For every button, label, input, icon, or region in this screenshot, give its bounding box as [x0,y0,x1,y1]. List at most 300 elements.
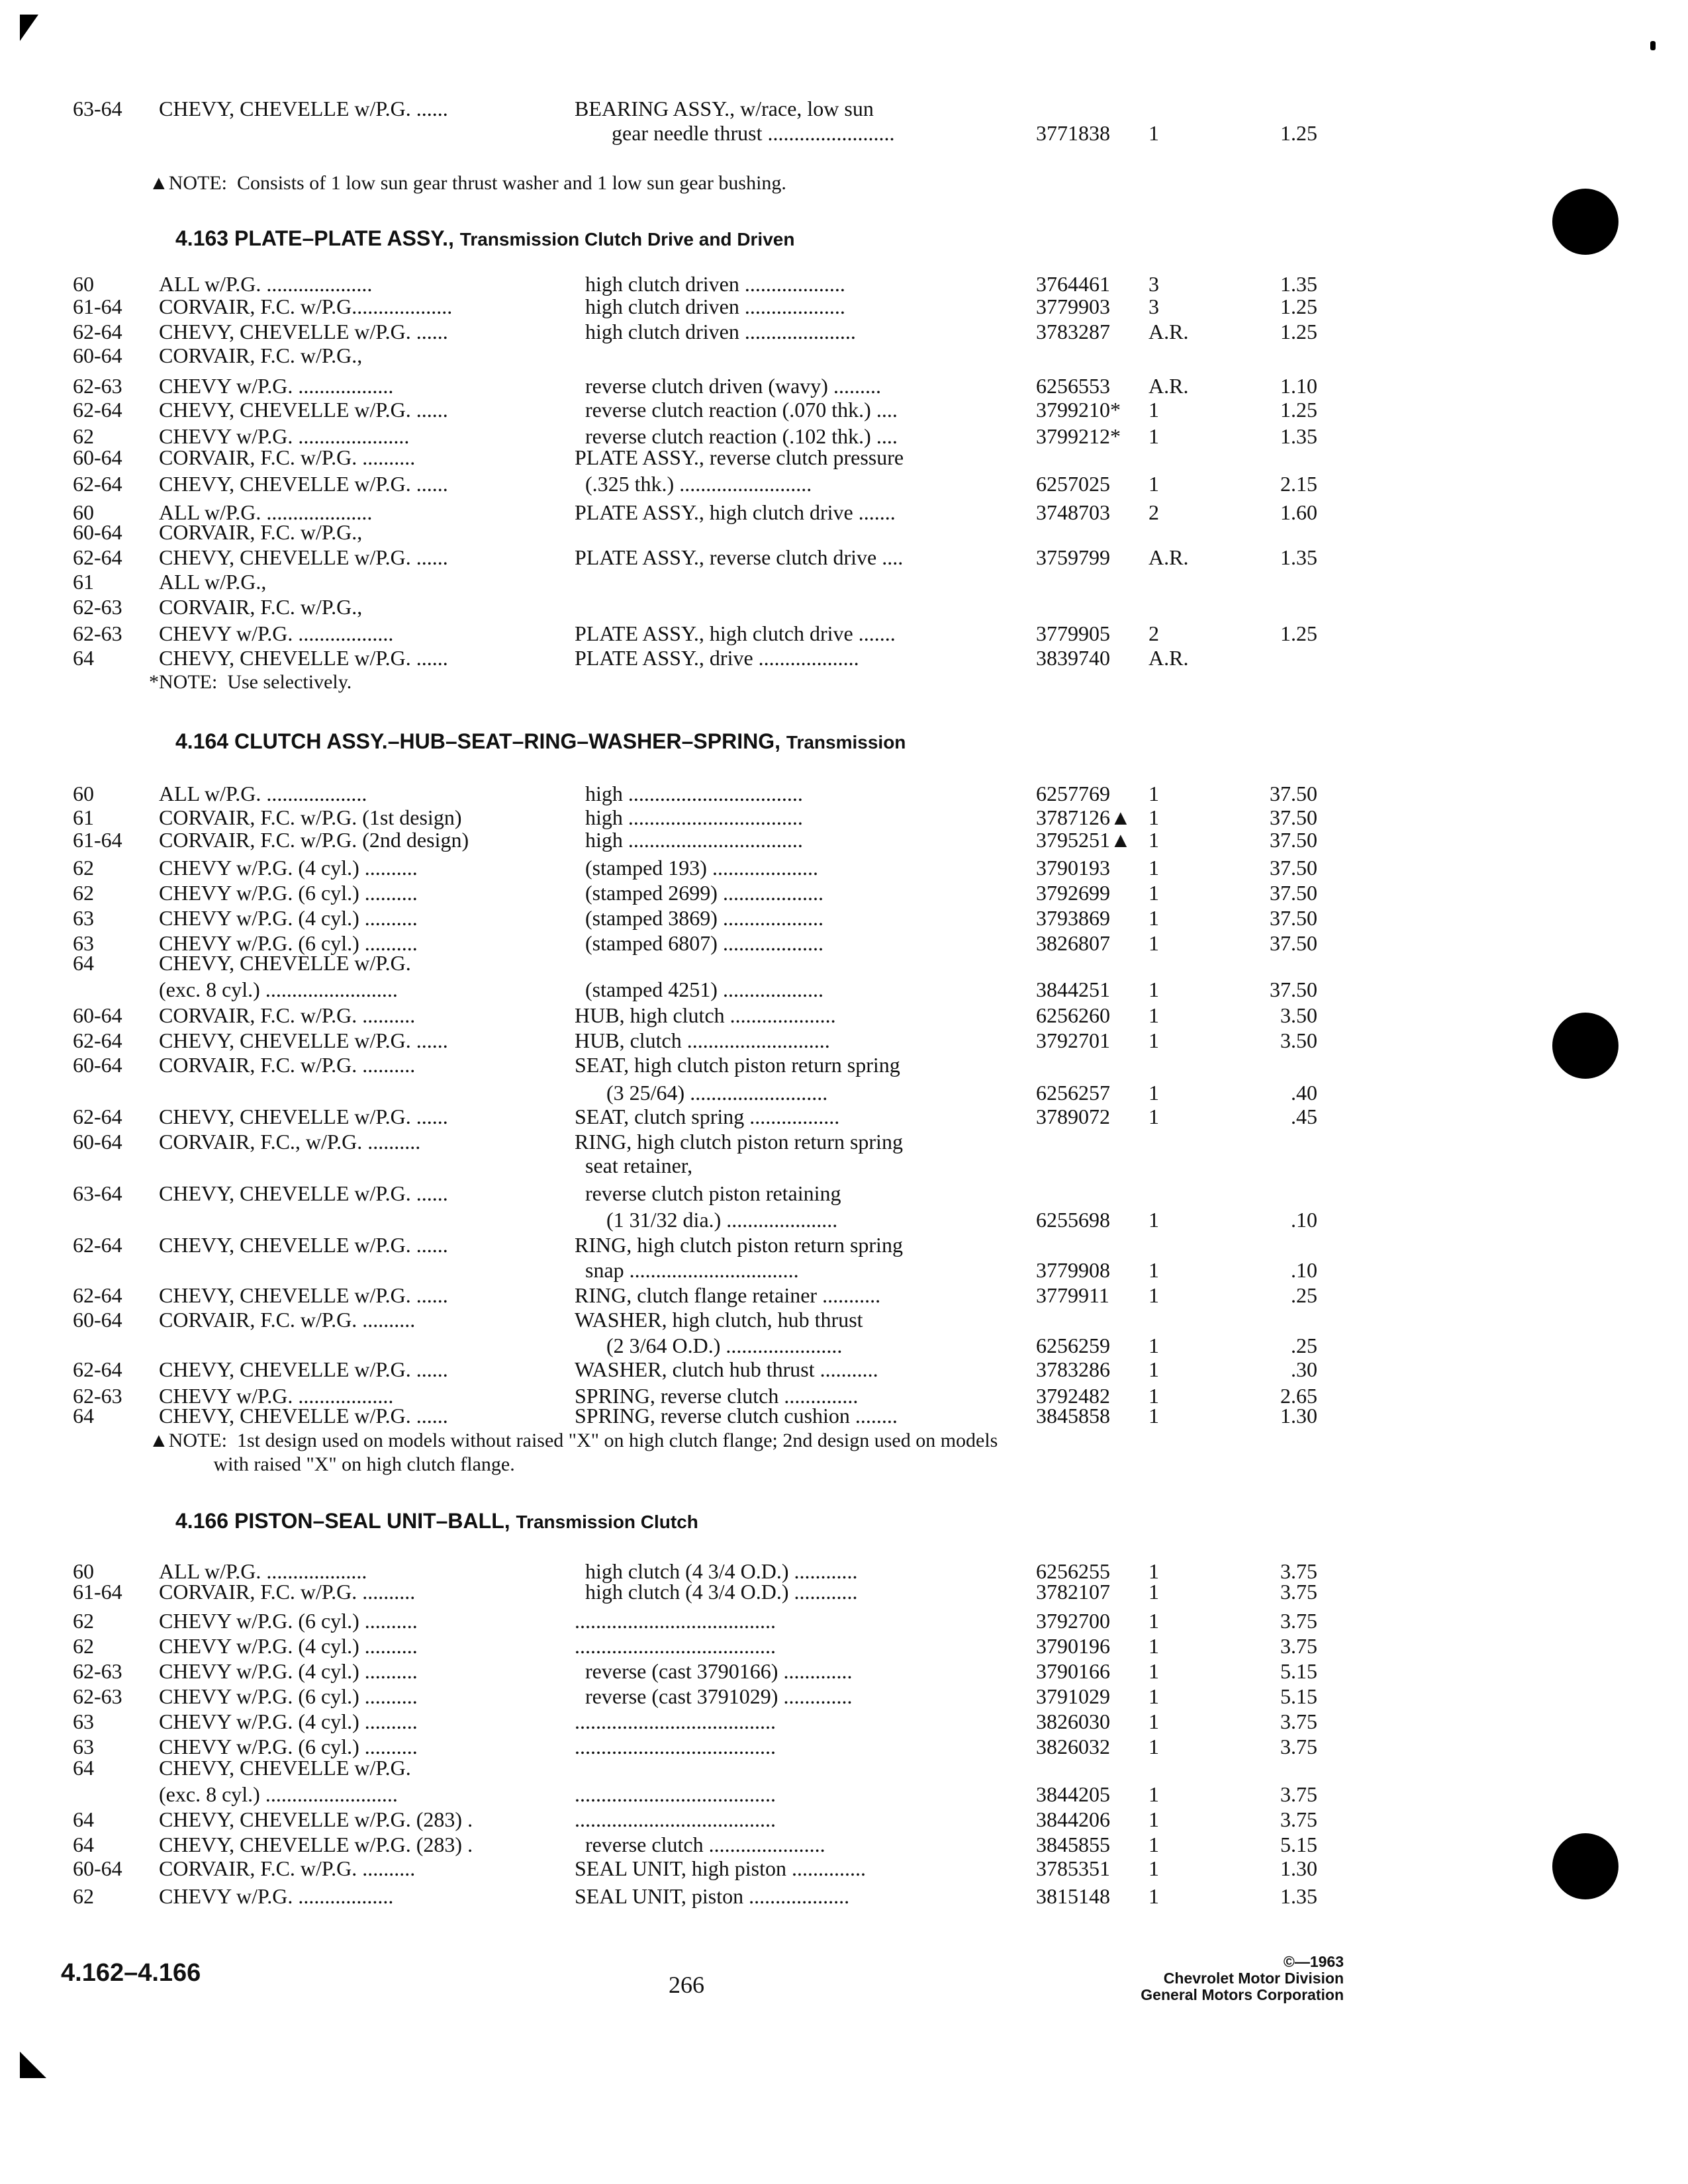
quantity-cell: 1 [1149,1634,1159,1658]
price-cell: 37.50 [1270,828,1317,852]
quantity-cell: 1 [1149,1384,1159,1408]
model-cell: CORVAIR, F.C. w/P.G. .......... [159,1580,416,1604]
price-cell: 37.50 [1270,978,1317,1001]
description-cell: (1 31/32 dia.) ..................... [575,1208,838,1232]
description-cell: high ................................. [575,828,803,852]
part-number-cell: 6256255 [1036,1559,1110,1583]
price-cell: 1.25 [1280,121,1317,145]
description-cell: SPRING, reverse clutch cushion ........ [575,1404,898,1428]
model-cell: CHEVY, CHEVELLE w/P.G. ...... [159,320,448,343]
part-number-cell: 3782107 [1036,1580,1110,1604]
year-cell: 63 [73,1735,94,1758]
quantity-cell: 1 [1149,1559,1159,1583]
part-number-cell: 3799212* [1036,424,1121,448]
table-row [0,569,1688,594]
year-cell: 60-64 [73,1856,122,1880]
year-cell: 63-64 [73,1181,122,1205]
model-cell: CHEVY, CHEVELLE w/P.G. ...... [159,1357,448,1381]
model-cell: CHEVY w/P.G. (6 cyl.) .......... [159,1684,418,1708]
copyright: ©—1963 [1283,1953,1344,1970]
table-row [0,1080,1688,1105]
description-cell: high clutch (4 3/4 O.D.) ............ [575,1580,858,1604]
description-cell: RING, high clutch piston return spring [575,1233,903,1257]
year-cell: 62 [73,424,94,448]
section-title: 4.166 PISTON–SEAL UNIT–BALL, [175,1509,510,1533]
publisher-division: Chevrolet Motor Division [1163,1970,1344,1987]
price-cell: 1.25 [1280,398,1317,422]
table-row [0,1307,1688,1332]
year-cell: 61-64 [73,1580,122,1604]
quantity-cell: 1 [1149,424,1159,448]
model-cell: CHEVY w/P.G. (4 cyl.) .......... [159,1709,418,1733]
year-cell: 60-64 [73,343,122,367]
description-cell: reverse clutch driven (wavy) ......... [575,374,881,398]
description-cell: ...................................... [575,1735,776,1758]
part-number-cell: 3844251 [1036,978,1110,1001]
description-cell: reverse clutch ...................... [575,1833,825,1856]
section-subtitle: Transmission Clutch [516,1512,698,1532]
description-cell: high ................................. [575,805,803,829]
year-cell: 62-64 [73,1357,122,1381]
quantity-cell: 1 [1149,1659,1159,1683]
price-cell: 3.50 [1280,1028,1317,1052]
table-row [0,1579,1688,1604]
quantity-cell: 1 [1149,1003,1159,1027]
price-cell: 2.15 [1280,472,1317,496]
price-cell: 5.15 [1280,1833,1317,1856]
year-cell: 60-64 [73,1308,122,1332]
model-cell: CHEVY, CHEVELLE w/P.G. [159,1756,411,1780]
part-number-cell: 3783286 [1036,1357,1110,1381]
table-row [0,1755,1688,1780]
model-cell: CHEVY w/P.G. .................. [159,621,394,645]
table-row [0,445,1688,470]
part-number-cell: 6256259 [1036,1334,1110,1357]
price-cell: 1.25 [1280,320,1317,343]
quantity-cell: 1 [1149,1684,1159,1708]
quantity-cell: 1 [1149,398,1159,422]
description-cell: RING, high clutch piston return spring [575,1130,903,1154]
description-cell: high clutch driven ..................... [575,320,856,343]
quantity-cell: 1 [1149,1208,1159,1232]
table-row [0,905,1688,931]
price-cell: 3.75 [1280,1580,1317,1604]
quantity-cell: 1 [1149,1807,1159,1831]
quantity-cell: 1 [1149,1735,1159,1758]
year-cell: 60 [73,782,94,805]
part-number-cell: 3748703 [1036,500,1110,524]
part-number-cell: 3826032 [1036,1735,1110,1758]
price-cell: 3.75 [1280,1634,1317,1658]
description-cell: SEAL UNIT, high piston .............. [575,1856,866,1880]
page-number: 266 [669,1972,704,1998]
part-number-cell: 3844206 [1036,1807,1110,1831]
price-cell: 3.75 [1280,1609,1317,1633]
part-number-cell: 3783287 [1036,320,1110,343]
table-row [0,1659,1688,1684]
model-cell: ALL w/P.G. .................... [159,272,373,296]
year-cell: 62 [73,1884,94,1908]
description-cell: WASHER, clutch hub thrust ........... [575,1357,878,1381]
description-cell: ...................................... [575,1609,776,1633]
model-cell: CHEVY w/P.G. (6 cyl.) .......... [159,1609,418,1633]
description-cell: PLATE ASSY., reverse clutch pressure [575,445,904,469]
model-cell: CHEVY, CHEVELLE w/P.G. ...... [159,1233,448,1257]
part-number-cell: 3845855 [1036,1833,1110,1856]
price-cell: 5.15 [1280,1684,1317,1708]
year-cell: 62-64 [73,320,122,343]
quantity-cell: 1 [1149,978,1159,1001]
publisher-corporation: General Motors Corporation [1141,1986,1344,2003]
description-cell: SPRING, reverse clutch .............. [575,1384,859,1408]
price-cell: 3.75 [1280,1782,1317,1806]
description-cell: reverse (cast 3790166) ............. [575,1659,853,1683]
table-row [0,1129,1688,1154]
quantity-cell: 1 [1149,1609,1159,1633]
price-cell: .30 [1291,1357,1317,1381]
description-cell: seat retainer, [575,1154,693,1177]
model-cell: ALL w/P.G. ................... [159,1559,367,1583]
quantity-cell: 1 [1149,1028,1159,1052]
footnote: ▲NOTE: Consists of 1 low sun gear thrust washer and 1 low sun gear bushing. [149,172,786,194]
table-row [0,1856,1688,1881]
table-row [0,271,1688,296]
model-cell: ALL w/P.G., [159,570,267,594]
description-cell: PLATE ASSY., high clutch drive ....... [575,621,896,645]
table-row [0,319,1688,344]
table-row [0,1684,1688,1709]
quantity-cell: 1 [1149,472,1159,496]
model-cell: CHEVY, CHEVELLE w/P.G. ...... [159,646,448,670]
quantity-cell: 1 [1149,1334,1159,1357]
price-cell: 1.25 [1280,295,1317,318]
price-cell: .25 [1291,1334,1317,1357]
table-row [0,1207,1688,1232]
year-cell: 60 [73,272,94,296]
quantity-cell: 1 [1149,1283,1159,1307]
part-number-cell: 3826807 [1036,931,1110,955]
quantity-cell: 2 [1149,621,1159,645]
section-title: 4.163 PLATE–PLATE ASSY., [175,226,454,250]
scan-mark [1650,41,1656,50]
table-row [0,1832,1688,1857]
description-cell: (stamped 2699) ................... [575,881,823,905]
part-number-cell: 3771838 [1036,121,1110,145]
quantity-cell: 2 [1149,500,1159,524]
model-cell: CHEVY, CHEVELLE w/P.G. (283) . [159,1833,473,1856]
model-cell: CORVAIR, F.C. w/P.G., [159,343,363,367]
description-cell: ...................................... [575,1709,776,1733]
year-cell: 63 [73,906,94,930]
description-cell: (3 25/64) .......................... [575,1081,828,1105]
table-row [0,880,1688,905]
part-number-cell: 3779908 [1036,1258,1110,1282]
year-cell: 60 [73,1559,94,1583]
model-cell: CHEVY, CHEVELLE w/P.G. ...... [159,1283,448,1307]
table-row [0,1357,1688,1382]
table-row [0,520,1688,545]
year-cell: 60-64 [73,520,122,544]
price-cell: 3.75 [1280,1735,1317,1758]
price-cell: 1.30 [1280,1856,1317,1880]
table-row [0,1257,1688,1283]
punch-hole [1552,189,1618,255]
year-cell: 61 [73,570,94,594]
table-row [0,1807,1688,1832]
year-cell: 64 [73,951,94,975]
year-cell: 60-64 [73,1003,122,1027]
description-cell: reverse clutch reaction (.070 thk.) .... [575,398,898,422]
model-cell: CHEVY w/P.G. ..................... [159,424,410,448]
price-cell: 2.65 [1280,1384,1317,1408]
model-cell: CHEVY w/P.G. .................. [159,374,394,398]
part-number-cell: 3789072 [1036,1105,1110,1128]
model-cell: ALL w/P.G. .................... [159,500,373,524]
description-cell: high clutch driven ................... [575,295,845,318]
description-cell: SEAL UNIT, piston ................... [575,1884,850,1908]
quantity-cell: 1 [1149,1580,1159,1604]
quantity-cell: 1 [1149,828,1159,852]
description-cell: SEAT, clutch spring ................. [575,1105,840,1128]
price-cell: 37.50 [1270,805,1317,829]
table-row [0,594,1688,619]
table-row [0,471,1688,496]
model-cell: CHEVY w/P.G. .................. [159,1884,394,1908]
quantity-cell: 1 [1149,1357,1159,1381]
description-cell: reverse clutch piston retaining [575,1181,841,1205]
table-row [0,1403,1688,1428]
description-cell: HUB, clutch ........................... [575,1028,830,1052]
year-cell: 62-63 [73,595,122,619]
table-row [0,855,1688,880]
publisher-block [1086,1954,1344,2003]
description-cell: PLATE ASSY., drive ................... [575,646,859,670]
price-cell: 3.75 [1280,1709,1317,1733]
year-cell: 61-64 [73,828,122,852]
part-number-cell: 3790166 [1036,1659,1110,1683]
quantity-cell: 3 [1149,272,1159,296]
quantity-cell: 1 [1149,1884,1159,1908]
part-number-cell: 6256553 [1036,374,1110,398]
price-cell: 3.75 [1280,1807,1317,1831]
price-cell: .40 [1291,1081,1317,1105]
price-cell: .10 [1291,1258,1317,1282]
model-cell: CHEVY w/P.G. (4 cyl.) .......... [159,1659,418,1683]
quantity-cell: 1 [1149,121,1159,145]
model-cell: CORVAIR, F.C. w/P.G. .......... [159,1308,416,1332]
part-number-cell: 6256260 [1036,1003,1110,1027]
part-number-cell: 6255698 [1036,1208,1110,1232]
table-row [0,1181,1688,1206]
quantity-cell: 1 [1149,906,1159,930]
description-cell: PLATE ASSY., reverse clutch drive .... [575,545,904,569]
model-cell: CHEVY w/P.G. (4 cyl.) .......... [159,1634,418,1658]
year-cell: 64 [73,1404,94,1428]
part-number-cell: 3792701 [1036,1028,1110,1052]
price-cell: 1.35 [1280,424,1317,448]
description-cell: HUB, high clutch .................... [575,1003,836,1027]
part-number-cell: 6257025 [1036,472,1110,496]
model-cell: CHEVY, CHEVELLE w/P.G. ...... [159,1181,448,1205]
price-cell: 1.60 [1280,500,1317,524]
model-cell: CORVAIR, F.C. w/P.G. .......... [159,1003,416,1027]
part-number-cell: 3792699 [1036,881,1110,905]
part-number-cell: 3839740 [1036,646,1110,670]
year-cell: 62-64 [73,398,122,422]
quantity-cell: A.R. [1149,374,1189,398]
model-cell: CHEVY w/P.G. (4 cyl.) .......... [159,906,418,930]
year-cell: 63 [73,1709,94,1733]
year-cell: 60-64 [73,1053,122,1077]
year-cell: 61-64 [73,295,122,318]
year-cell: 62-64 [73,1283,122,1307]
section-heading [175,1508,698,1535]
year-cell: 64 [73,646,94,670]
crop-mark-top-left [20,15,38,41]
part-number-cell: 3790196 [1036,1634,1110,1658]
model-cell: CHEVY w/P.G. (6 cyl.) .......... [159,881,418,905]
description-cell: ...................................... [575,1782,776,1806]
price-cell: 37.50 [1270,881,1317,905]
part-number-cell: 3785351 [1036,1856,1110,1880]
section-heading [175,728,906,756]
model-cell: CHEVY, CHEVELLE w/P.G. ...... [159,97,448,120]
year-cell: 60 [73,500,94,524]
model-cell: CORVAIR, F.C. w/P.G................... [159,295,453,318]
table-row [0,781,1688,806]
table-row [0,1709,1688,1734]
description-cell: (.325 thk.) ......................... [575,472,812,496]
model-cell: CHEVY, CHEVELLE w/P.G. ...... [159,398,448,422]
quantity-cell: 1 [1149,1258,1159,1282]
table-row [0,545,1688,570]
model-cell: CHEVY, CHEVELLE w/P.G. ...... [159,545,448,569]
price-cell: 37.50 [1270,931,1317,955]
model-cell: CHEVY, CHEVELLE w/P.G. ...... [159,1404,448,1428]
description-cell: reverse clutch reaction (.102 thk.) .... [575,424,898,448]
model-cell: CHEVY, CHEVELLE w/P.G. ...... [159,1028,448,1052]
crop-mark-bottom-left [20,2052,46,2078]
model-cell: CHEVY w/P.G. (6 cyl.) .......... [159,931,418,955]
quantity-cell: 1 [1149,881,1159,905]
table-row [0,1153,1688,1178]
model-cell: CHEVY, CHEVELLE w/P.G. ...... [159,472,448,496]
model-cell: CHEVY w/P.G. .................. [159,1384,394,1408]
year-cell: 62-64 [73,1233,122,1257]
model-cell: CORVAIR, F.C. w/P.G., [159,520,363,544]
quantity-cell: A.R. [1149,320,1189,343]
quantity-cell: 1 [1149,856,1159,880]
description-cell: gear needle thrust ........................ [575,121,895,145]
table-row [0,1333,1688,1358]
table-row [0,827,1688,852]
table-row [0,1003,1688,1028]
year-cell: 62-63 [73,621,122,645]
quantity-cell: 1 [1149,782,1159,805]
part-number-cell: 3799210* [1036,398,1121,422]
quantity-cell: 1 [1149,1833,1159,1856]
quantity-cell: 1 [1149,931,1159,955]
part-number-cell: 3792482 [1036,1384,1110,1408]
price-cell: 37.50 [1270,782,1317,805]
model-cell: CHEVY, CHEVELLE w/P.G. (283) . [159,1807,473,1831]
part-number-cell: 3844205 [1036,1782,1110,1806]
part-number-cell: 3826030 [1036,1709,1110,1733]
model-cell: CORVAIR, F.C. w/P.G. .......... [159,445,416,469]
description-cell: high clutch (4 3/4 O.D.) ............ [575,1559,858,1583]
part-number-cell: 3795251▲ [1036,828,1131,852]
table-row [0,343,1688,368]
section-heading [175,225,794,253]
description-cell: (2 3/64 O.D.) ...................... [575,1334,843,1357]
part-number-cell: 3815148 [1036,1884,1110,1908]
table-row [0,805,1688,830]
model-cell: CORVAIR, F.C., w/P.G. .......... [159,1130,421,1154]
description-cell: PLATE ASSY., high clutch drive ....... [575,500,896,524]
model-cell: CHEVY, CHEVELLE w/P.G. [159,951,411,975]
description-cell: ...................................... [575,1807,776,1831]
section-title: 4.164 CLUTCH ASSY.–HUB–SEAT–RING–WASHER–SPRING, [175,729,780,753]
description-cell: ...................................... [575,1634,776,1658]
model-cell: CORVAIR, F.C. w/P.G. (1st design) [159,805,462,829]
year-cell: 62-63 [73,1384,122,1408]
quantity-cell: 1 [1149,1709,1159,1733]
table-row [0,294,1688,319]
description-cell: reverse (cast 3791029) ............. [575,1684,853,1708]
model-cell: (exc. 8 cyl.) ......................... [159,1782,398,1806]
table-row [0,96,1688,121]
quantity-cell: A.R. [1149,545,1189,569]
model-cell: ALL w/P.G. ................... [159,782,367,805]
quantity-cell: 1 [1149,1105,1159,1128]
model-cell: CORVAIR, F.C. w/P.G., [159,595,363,619]
description-cell: BEARING ASSY., w/race, low sun [575,97,874,120]
price-cell: 1.35 [1280,1884,1317,1908]
part-number-cell: 3787126▲ [1036,805,1131,829]
quantity-cell: 1 [1149,805,1159,829]
price-cell: 1.25 [1280,621,1317,645]
part-number-cell: 3764461 [1036,272,1110,296]
part-number-cell: 3790193 [1036,856,1110,880]
year-cell: 60-64 [73,445,122,469]
price-cell: .25 [1291,1283,1317,1307]
price-cell: 1.35 [1280,545,1317,569]
year-cell: 64 [73,1756,94,1780]
year-cell: 62 [73,1634,94,1658]
year-cell: 62-64 [73,1028,122,1052]
table-row [0,120,1688,146]
year-cell: 62 [73,1609,94,1633]
description-cell: high ................................. [575,782,803,805]
part-number-cell: 6257769 [1036,782,1110,805]
table-row [0,1232,1688,1257]
price-cell: 37.50 [1270,906,1317,930]
table-row [0,1104,1688,1129]
quantity-cell: 1 [1149,1782,1159,1806]
price-cell: 1.10 [1280,374,1317,398]
price-cell: .45 [1291,1105,1317,1128]
price-cell: .10 [1291,1208,1317,1232]
quantity-cell: A.R. [1149,646,1189,670]
table-row [0,1608,1688,1633]
model-cell: CHEVY w/P.G. (4 cyl.) .......... [159,856,418,880]
footnote: ▲NOTE: 1st design used on models without raised "X" on high clutch flange; 2nd design used on models [149,1430,998,1451]
table-row [0,950,1688,976]
year-cell: 63 [73,931,94,955]
year-cell: 62 [73,881,94,905]
model-cell: (exc. 8 cyl.) ......................... [159,978,398,1001]
footnote: with raised "X" on high clutch flange. [149,1453,515,1475]
